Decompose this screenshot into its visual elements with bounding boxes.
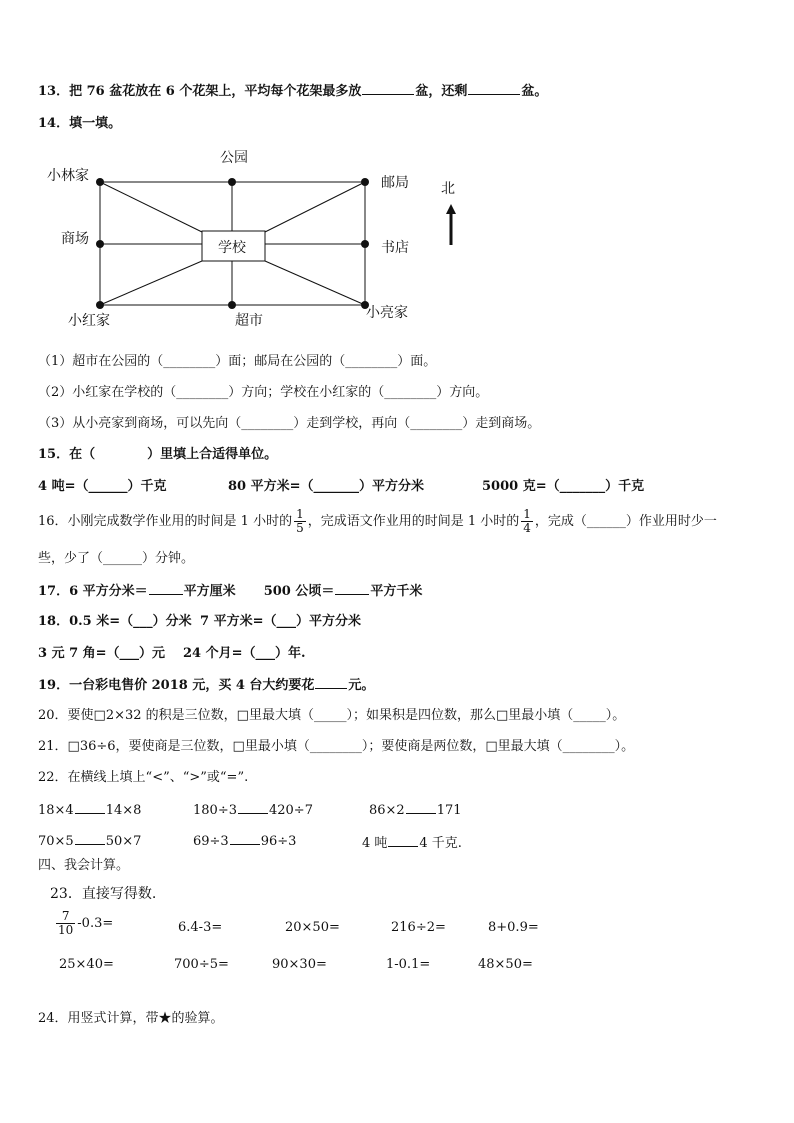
q13-blank-2[interactable] xyxy=(468,82,520,95)
q22-title: 22．在横线上填上“<”、“>”或“=”. xyxy=(38,770,249,785)
label-xiaoliang-home: 小亮家 xyxy=(366,305,408,321)
q18-item-2: 7 平方米=（___）平方分米 xyxy=(200,614,361,629)
calc-item: $\frac{7}{10}$ -0.3= xyxy=(58,909,114,937)
direction-map xyxy=(0,140,794,340)
q14-sub2: （2）小红家在学校的（________）方向；学校在小红家的（________）方向。 xyxy=(38,385,489,400)
compare-item: 70×5 50×7 xyxy=(38,834,142,849)
q15-item-1: 4 吨=（______）千克 xyxy=(38,479,167,494)
q23-fraction: $\frac{7}{10}$ xyxy=(58,909,74,937)
q17-text-a: 17．6 平方分米＝ xyxy=(38,584,148,599)
q24-line: 24．用竖式计算，带★的验算。 xyxy=(38,1011,224,1026)
label-north: 北 xyxy=(441,181,455,197)
q15-title: 15．在（ ）里填上合适得单位。 xyxy=(38,447,278,462)
q13-text-a: 13．把 76 盆花放在 6 个花架上，平均每个花架最多放 xyxy=(38,84,362,99)
q18-item-3: 3 元 7 角=（___）元 xyxy=(38,646,166,661)
q14-sub1: （1）超市在公园的（________）面；邮局在公园的（________）面。 xyxy=(38,354,437,369)
q17-text-d: 平方千米 xyxy=(370,584,423,599)
q16-text-c: ，完成（______）作业用时少一 xyxy=(534,514,717,529)
calc-item: 1-0.1= xyxy=(386,957,431,972)
mall-dot xyxy=(96,240,104,248)
q19-line xyxy=(38,676,374,695)
compare-item: 4 吨 4 千克. xyxy=(362,836,462,851)
q13-blank-1[interactable] xyxy=(362,82,414,95)
compare-blank[interactable] xyxy=(388,834,418,847)
map-road-line xyxy=(265,182,365,232)
q14-sub3: （3）从小亮家到商场，可以先向（________）走到学校，再向（________）走到商场。 xyxy=(38,416,541,431)
q17-blank-1[interactable] xyxy=(149,582,183,595)
compare-item: 86×2 171 xyxy=(369,803,462,818)
calc-item: 6.4-3= xyxy=(178,920,223,935)
q16-text-a: 16．小刚完成数学作业用的时间是 1 小时的 xyxy=(38,514,293,529)
map-road-line xyxy=(100,261,202,305)
label-post-office: 邮局 xyxy=(381,175,409,191)
q15-item-2: 80 平方米=（_______）平方分米 xyxy=(228,479,425,494)
q18-item-1: 18．0.5 米=（___）分米 xyxy=(38,614,192,629)
compare-blank[interactable] xyxy=(75,832,105,845)
q18-item-4: 24 个月=（___）年. xyxy=(183,646,306,661)
xiaohong-home-dot xyxy=(96,301,104,309)
q23-title: 23．直接写得数. xyxy=(50,886,157,902)
q17-text-b: 平方厘米 xyxy=(183,584,236,599)
q16-fraction-1: $\frac{1}{5}$ xyxy=(296,507,304,535)
q17-text-c: 500 公顷＝ xyxy=(263,584,335,599)
park-dot xyxy=(228,178,236,186)
label-xiaolin-home: 小林家 xyxy=(47,168,89,184)
q14-title: 14．填一填。 xyxy=(38,116,122,131)
q19-text-a: 19．一台彩电售价 2018 元，买 4 台大约要花 xyxy=(38,678,315,693)
q16-text-b: ，完成语文作业用的时间是 1 小时的 xyxy=(307,514,520,529)
calc-item: 90×30= xyxy=(272,957,327,972)
xiaolin-home-dot xyxy=(96,178,104,186)
compare-blank[interactable] xyxy=(75,801,105,814)
q21-line: 21．□36÷6，要使商是三位数，□里最小填（________）；要使商是两位数，□里最大填（________）。 xyxy=(38,739,635,754)
calc-item: 700÷5= xyxy=(174,957,229,972)
calc-item: 48×50= xyxy=(478,957,533,972)
q19-text-b: 元。 xyxy=(348,678,375,693)
compare-blank[interactable] xyxy=(230,832,260,845)
q16-line-1 xyxy=(38,506,717,538)
north-arrow-icon xyxy=(446,204,456,245)
q13-text-c: 盆。 xyxy=(521,84,548,99)
q16-fraction-2: $\frac{1}{4}$ xyxy=(523,507,531,535)
section-heading: 四、我会计算。 xyxy=(38,858,130,873)
label-mall: 商场 xyxy=(61,231,89,247)
compare-blank[interactable] xyxy=(238,801,268,814)
q20-line: 20．要使□2×32 的积是三位数，□里最大填（_____）；如果积是四位数，那么□里最小填（_____）。 xyxy=(38,708,626,723)
label-xiaohong-home: 小红家 xyxy=(68,313,110,329)
q17-line xyxy=(38,582,422,601)
bookstore-dot xyxy=(361,240,369,248)
map-road-line xyxy=(100,182,202,232)
label-supermarket: 超市 xyxy=(235,313,263,329)
compare-item: 69÷3 96÷3 xyxy=(193,834,297,849)
post-office-dot xyxy=(361,178,369,186)
q13-text-b: 盆，还剩 xyxy=(415,84,468,99)
q17-blank-2[interactable] xyxy=(335,582,369,595)
q16-line-2: 些，少了（______）分钟。 xyxy=(38,551,195,566)
q19-blank[interactable] xyxy=(315,676,347,689)
compare-item: 180÷3 420÷7 xyxy=(193,803,313,818)
calc-item: 216÷2= xyxy=(391,920,446,935)
compare-blank[interactable] xyxy=(406,801,436,814)
supermarket-dot xyxy=(228,301,236,309)
compare-item: 18×4 14×8 xyxy=(38,803,142,818)
map-road-line xyxy=(265,261,365,305)
calc-item: 8+0.9= xyxy=(488,920,539,935)
q13-line xyxy=(38,82,547,101)
label-park: 公园 xyxy=(220,150,248,166)
q15-item-3: 5000 克=（_______）千克 xyxy=(482,479,645,494)
calc-item: 20×50= xyxy=(285,920,340,935)
calc-item: 25×40= xyxy=(59,957,114,972)
label-school: 学校 xyxy=(218,240,246,256)
label-bookstore: 书店 xyxy=(381,240,409,256)
